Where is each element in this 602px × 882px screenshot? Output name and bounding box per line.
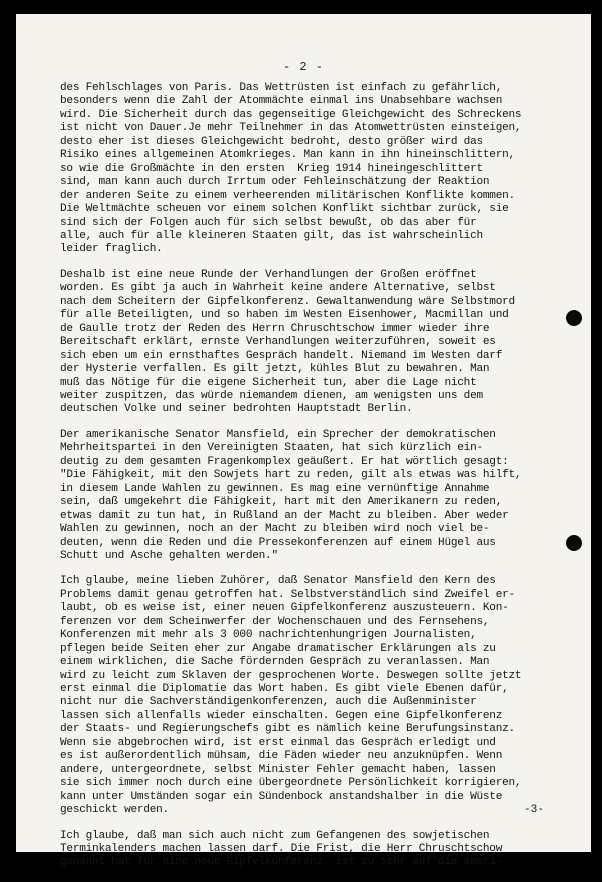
text-line: sie sich immer noch durch eine übergeordnete Persönlichkeit korrigieren, [60,777,522,790]
text-line: Ich glaube, daß man sich auch nicht zum Gefangenen des sowjetischen [60,829,490,842]
text-line: sein, daß umgekehrt die Fähigkeit, hart mit den Amerikanern zu reden, [60,496,503,509]
page-number: - 2 - [282,60,324,74]
text-line: in diesem Lande Wahlen zu gewinnen. Es mag eine vernünftige Annahme [60,482,490,495]
text-line: des Fehlschlages von Paris. Das Wettrüsten ist einfach zu gefährlich, [60,82,503,94]
text-line: sind sich der Folgen auch für sich selbst bewußt, ob das aber für [60,216,477,229]
text-line: einem wirklichen, die Sache fördernden Gespräch zu veranlassen. Man [60,656,490,669]
text-line: leider fraglich. [60,243,163,256]
text-line: Bereitschaft erklärt, ernste Verhandlungen weiterzuführen, soweit es [60,336,496,349]
text-line: Terminkalenders machen lassen darf. Die Frist, die Herr Chruschtschow [60,843,503,856]
text-line: Die Weltmächte scheuen vor einem solchen Konflikt sichtbar zurück, sie [60,203,509,216]
text-line: sind, man kann auch durch Irrtum oder Fehleinschätzung der Reaktion [60,176,490,189]
text-line: deuten, wenn die Reden und die Pressekonferenzen auf einem Hügel aus [60,536,496,549]
text-line: desto eher ist dieses Gleichgewicht bedroht, desto größer wird das [60,135,483,148]
text-line: geschickt werden. [60,804,169,817]
paragraph [60,429,575,564]
text-line: der anderen Seite zu einem verheerenden militärischen Konflikte kommen. [60,189,515,202]
text-line: genannt hat für eine neue Gipfelkonferenz, ist zu sehr auf die ameri- [60,856,503,869]
paragraph [60,575,575,817]
paragraph [60,269,575,417]
next-page-marker: -3- [524,804,544,816]
text-line: deutig zu dem gesamten Fragenkomplex geäußert. Er hat wörtlich gesagt: [60,455,509,468]
text-line: erst einmal die Diplomatie das Wort haben. Es gibt viele Ebenen dafür, [60,683,509,696]
text-line: Risiko eines allgemeinen Atomkrieges. Man kann in ihn hineinschlittern, [60,149,515,162]
text-line: deutschen Volke und seiner bedrohten Hauptstadt Berlin. [60,403,413,416]
text-line: nicht nur die Sachverständigenkonferenzen, auch die Außenminister [60,696,477,709]
text-line: laubt, ob es weise ist, einer neuen Gipfelkonferenz auszusteuern. Kon- [60,602,509,615]
text-line: andere, untergeordnete, selbst Minister Fehler gemacht haben, lassen [60,763,496,776]
document-body [60,82,575,882]
text-line: ferenzen vor dem Scheinwerfer der Wochenschauen und des Fernsehens, [60,615,490,628]
text-line: es ist außerordentlich mühsam, die Fäden wieder neu anzuknüpfen. Wenn [60,750,503,763]
text-line: Wahlen zu gewinnen, noch an der Macht zu bleiben wird noch viel be- [60,523,490,536]
text-line: wird zu leicht zum Sklaven der gesprochenen Worte. Deswegen sollte jetzt [60,669,522,682]
text-line: so wie die Großmächte in den ersten Krieg 1914 hineingeschlittert [60,162,483,175]
text-line: lassen sich allenfalls wieder einschalten. Gegen eine Gipfelkonferenz [60,709,503,722]
text-line: kann unter Umständen sogar ein Sündenbock anstandshalber in die Wüste [60,790,503,803]
text-line: pflegen beide Seiten eher zur Angabe dramatischer Erklärungen als zu [60,642,496,655]
text-line: worden. Es gibt ja auch in Wahrheit keine andere Alternative, selbst [60,282,496,295]
text-line: nach dem Scheitern der Gipfelkonferenz. Gewaltanwendung wäre Selbstmord [60,295,515,308]
text-line: Der amerikanische Senator Mansfield, ein Sprecher der demokratischen [60,428,496,441]
typewritten-page [16,14,591,869]
text-line: Ich glaube, meine lieben Zuhörer, daß Senator Mansfield den Kern des [60,575,496,588]
text-line: Konferenzen mit mehr als 3 000 nachrichtenhungrigen Journalisten, [60,629,477,642]
text-line: weiter zuspitzen, das würde niemandem dienen, am wenigsten uns dem [60,389,483,402]
text-line: besonders wenn die Zahl der Atommächte einmal ins Unabsehbare wachsen [60,95,503,108]
text-line: de Gaulle trotz der Reden des Herrn Chruschtschow immer wieder ihre [60,322,490,335]
text-line: Mehrheitspartei in den Vereinigten Staaten, hat sich kürzlich ein- [60,442,483,455]
text-line: alle, auch für alle kleineren Staaten gilt, das ist wahrscheinlich [60,229,483,242]
paragraph [60,830,575,870]
text-line: sich eben um ein ernsthaftes Gespräch handelt. Niemand im Westen darf [60,349,503,362]
text-line: etwas damit zu tun hat, in Rußland an der Macht zu bleiben. Aber weder [60,509,509,522]
text-line: Schutt und Asche gehalten werden." [60,549,278,562]
paragraph [60,82,575,257]
text-line: für alle Beteiligten, und so haben im Westen Eisenhower, Macmillan und [60,309,509,322]
text-line: Wenn sie abgebrochen wird, ist erst einmal das Gespräch erledigt und [60,736,496,749]
text-line: Problems damit genau getroffen hat. Selbstverständlich sind Zweifel er- [60,588,515,601]
text-line: ist nicht von Dauer.Je mehr Teilnehmer in das Atomwettrüsten einsteigen, [60,122,522,135]
text-line: der Hysterie verfallen. Es gilt jetzt, kühles Blut zu bewahren. Man [60,363,490,376]
text-line: wird. Die Sicherheit durch das gegenseitige Gleichgewicht des Schreckens [60,108,522,121]
text-line: muß das Nötige für die eigene Sicherheit tun, aber die Lage nicht [60,376,477,389]
text-line: "Die Fähigkeit, mit den Sowjets hart zu reden, gilt als etwas was hilft, [60,469,522,482]
text-line: der Staats- und Regierungschefs gibt es nämlich keine Berufungsinstanz. [60,723,515,736]
text-line: Deshalb ist eine neue Runde der Verhandlungen der Großen eröffnet [60,268,477,281]
